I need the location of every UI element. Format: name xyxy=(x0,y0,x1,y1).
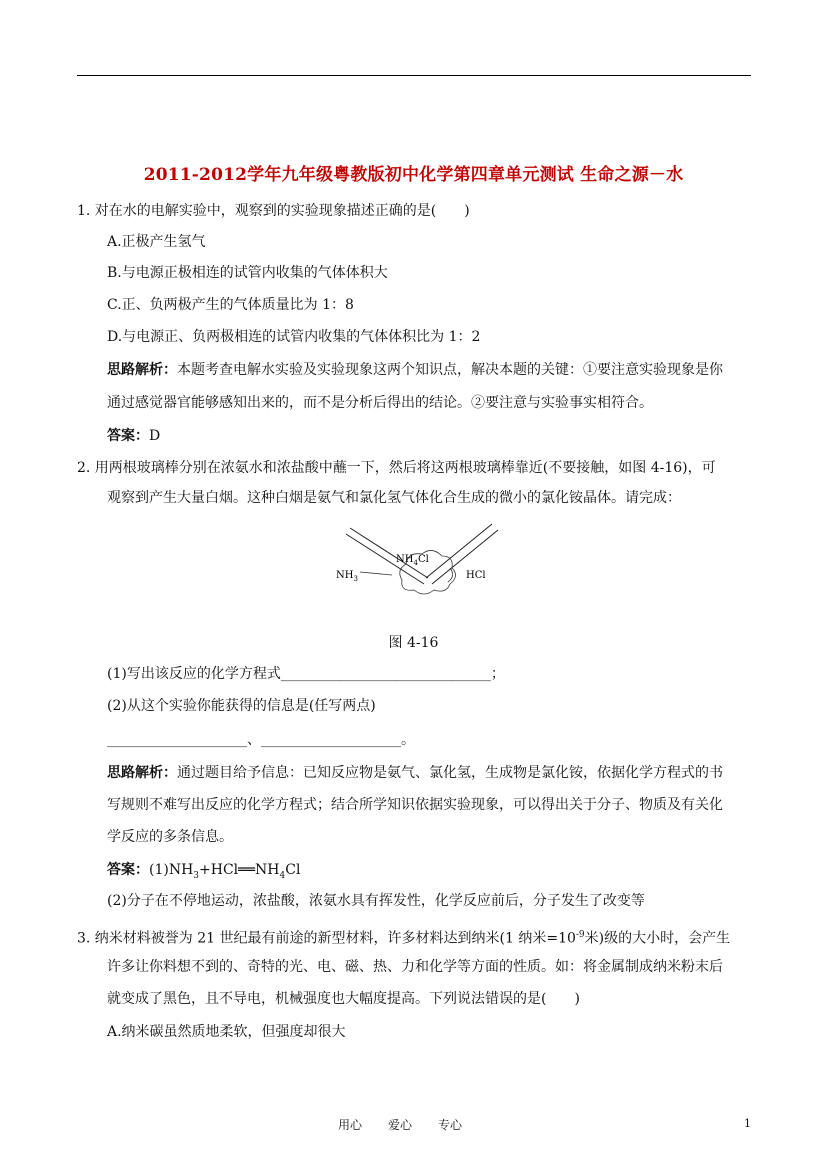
q3-stem-1 xyxy=(77,925,730,949)
q1-option-d: D.与电源正、负两极相连的试管内收集的气体体积比为 1：2 xyxy=(107,329,481,345)
q2-blanks: ____________________、____________________。 xyxy=(107,732,415,748)
footer-word-1: 用心 xyxy=(338,1118,363,1132)
q2-answer-part-b: +HCl xyxy=(199,862,239,878)
figure-4-16 xyxy=(330,520,510,624)
q2-answer-sub-3: 3 xyxy=(193,870,200,881)
q2-answer-equals: ══ xyxy=(238,862,256,878)
q2-answer-part-c: NH xyxy=(255,862,280,878)
q1-option-a: A.正极产生氢气 xyxy=(107,234,206,250)
q1-answer-value: D xyxy=(149,428,161,444)
q1-analysis-text-2: 通过感觉器官能够感知出来的，而不是分析后得出的结论。②要注意与实验事实相符合。 xyxy=(107,395,653,411)
q3-stem-1-part-b: 米)级的大小时，会产生 xyxy=(584,930,731,947)
q1-analysis-text-1: 本题考查电解水实验及实验现象这两个知识点，解决本题的关键：①要注意实验现象是你 xyxy=(177,362,723,378)
footer-word-2: 爱心 xyxy=(388,1118,413,1132)
q3-stem-exponent: -9 xyxy=(575,930,585,940)
header-rule xyxy=(77,75,751,76)
fig-label-nh4cl: $NH_4Cl$ xyxy=(396,554,429,567)
q3-stem-1-part-a: 3. 纳米材料被誉为 21 世纪最有前途的新型材料，许多材料达到纳米(1 纳米=10 xyxy=(77,930,576,947)
page-number: 1 xyxy=(744,1117,751,1130)
q2-sub2: (2)从这个实验你能获得的信息是(任写两点) xyxy=(107,698,376,714)
fig-label-hcl: HCl xyxy=(466,570,486,581)
q2-answer-1 xyxy=(107,860,300,886)
left-rod-edge-1 xyxy=(350,528,428,578)
fig-label-nh3: $NH_3$ xyxy=(336,570,358,583)
nh3-pointer xyxy=(360,572,392,575)
q2-answer-label: 答案： xyxy=(107,862,149,878)
figure-caption: 图 4-16 xyxy=(388,635,439,651)
q1-option-b: B.与电源正极相连的试管内收集的气体体积大 xyxy=(107,265,388,281)
q1-analysis-line-1 xyxy=(107,360,723,380)
q2-answer-sub-4: 4 xyxy=(279,870,286,881)
q1-stem: 1. 对在水的电解实验中，观察到的实验现象描述正确的是( ) xyxy=(77,203,470,219)
q1-option-c: C.正、负两极产生的气体质量比为 1：8 xyxy=(107,297,354,313)
glass-rods-diagram xyxy=(330,520,510,620)
q2-analysis-text-3: 学反应的多条信息。 xyxy=(107,829,233,845)
document-title: 2011-2012学年九年级粤教版初中化学第四章单元测试 生命之源－水 xyxy=(143,165,684,185)
q2-analysis-line-1 xyxy=(107,763,723,783)
q2-answer-part-a: (1)NH xyxy=(149,862,194,878)
q2-analysis-text-2: 写规则不难写出反应的化学方程式；结合所学知识依据实验现象，可以得出关于分子、物质及有关化 xyxy=(107,797,723,813)
q2-answer-part-d: Cl xyxy=(285,862,301,878)
q1-analysis-label: 思路解析： xyxy=(107,362,177,378)
q2-stem-2: 观察到产生大量白烟。这种白烟是氨气和氯化氢气体化合生成的微小的氯化铵晶体。请完成： xyxy=(107,490,681,506)
q2-analysis-label: 思路解析： xyxy=(107,765,177,781)
q1-answer-label: 答案： xyxy=(107,428,149,444)
q3-stem-2: 许多让你料想不到的、奇特的光、电、磁、热、力和化学等方面的性质。如：将金属制成纳米粉末后 xyxy=(107,959,723,975)
q1-answer xyxy=(107,426,160,446)
footer-word-3: 专心 xyxy=(438,1118,463,1132)
right-rod-edge-2 xyxy=(432,530,498,584)
q2-analysis-text-1: 通过题目给予信息：已知反应物是氨气、氯化氢，生成物是氯化铵，依据化学方程式的书 xyxy=(177,765,723,781)
q3-stem-3: 就变成了黑色，且不导电，机械强度也大幅度提高。下列说法错误的是( ) xyxy=(107,991,580,1007)
q2-sub1: (1)写出该反应的化学方程式______________________________； xyxy=(107,666,505,682)
q2-answer-2: (2)分子在不停地运动，浓盐酸，浓氨水具有挥发性，化学反应前后，分子发生了改变等 xyxy=(107,893,645,909)
q2-stem-1: 2. 用两根玻璃棒分别在浓氨水和浓盐酸中蘸一下，然后将这两根玻璃棒靠近(不要接触，如图 4-16)，可 xyxy=(77,460,716,476)
q3-option-a: A.纳米碳虽然质地柔软，但强度却很大 xyxy=(107,1024,346,1040)
